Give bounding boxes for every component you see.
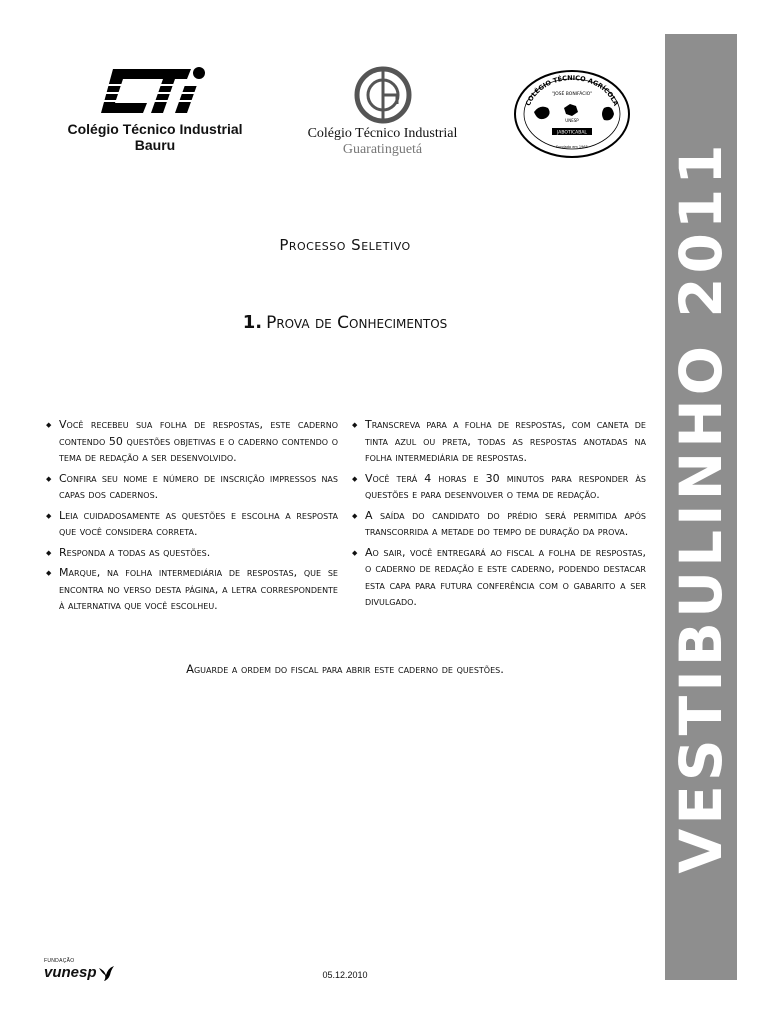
page-title: Processo Seletivo [279, 236, 411, 254]
exam-subtitle [0, 312, 690, 333]
list-item: ◆ Você terá 4 horas e 30 minutos para responder às questões e para desenvolver o tema de redação. [352, 471, 646, 504]
instructions-left [46, 417, 338, 619]
exam-date: 05.12.2010 [322, 970, 368, 980]
cta-footer-text: Fundado em 1965 [556, 145, 588, 149]
cta-inner-text: "JOSÉ BONIFÁCIO" [551, 92, 593, 97]
cta-seal-icon [512, 68, 632, 160]
list-item: ◆ Ao sair, você entregará ao fiscal a folha de respostas, o caderno de redação e este caderno, podendo destacar esta capa para futura conferência com o gabarito a ser divulgado. [352, 545, 646, 611]
list-item: ◆ Transcreva para a folha de respostas, com caneta de tinta azul ou preta, todas as respostas anotadas na folha intermediária de respostas. [352, 417, 646, 467]
list-item: ◆ Leia cuidadosamente as questões e escolha a resposta que você considera correta. [46, 508, 338, 541]
vunesp-foundation-label: FUNDAÇÃO [44, 958, 75, 964]
exam-name: Prova de Conhecimentos [266, 313, 448, 333]
cti-city: Bauru [134, 137, 176, 153]
bird-icon [97, 964, 115, 982]
cta-jaboticabal-seal [512, 68, 632, 164]
ctig-city: Guaratinguetá [342, 142, 423, 157]
ctig-name: Colégio Técnico Industrial [307, 126, 458, 141]
list-item: ◆ Você recebeu sua folha de respostas, este caderno contendo 50 questões objetivas e o caderno contendo o tema de redação a ser desenvolvido. [46, 417, 338, 467]
wait-instruction: Aguarde a ordem do fiscal para abrir este caderno de questões. [186, 662, 504, 676]
cta-center-text: UNESP [565, 118, 579, 123]
cta-ring-text: COLÉGIO TÉCNICO AGRÍCOLA [524, 73, 620, 108]
list-item: ◆ A saída do candidato do prédio será permitida após transcorrida a metade do tempo de duração da prova. [352, 508, 646, 541]
list-item: ◆ Marque, na folha intermediária de respostas, que se encontra no verso desta página, a letra correspondente à alternativa que você escolheu. [46, 565, 338, 615]
vunesp-logo [44, 958, 115, 982]
exam-number: 1. [242, 312, 263, 333]
side-banner-title: VESTIBULINHO 2011 [667, 140, 735, 874]
list-item: ◆ Confira seu nome e número de inscrição impressos nas capas dos cadernos. [46, 471, 338, 504]
vunesp-name: vunesp [44, 964, 97, 981]
ctig-guaratingueta-logo [300, 66, 465, 158]
cta-bottom-text: JABOTICABAL [557, 130, 587, 136]
cti-logo-icon [99, 65, 211, 121]
list-item: ◆ Responda a todas as questões. [46, 545, 338, 562]
cti-bauru-logo [40, 65, 270, 153]
instructions-right [352, 417, 646, 615]
ctig-logo-icon [353, 66, 413, 124]
cti-name: Colégio Técnico Industrial [67, 121, 243, 137]
